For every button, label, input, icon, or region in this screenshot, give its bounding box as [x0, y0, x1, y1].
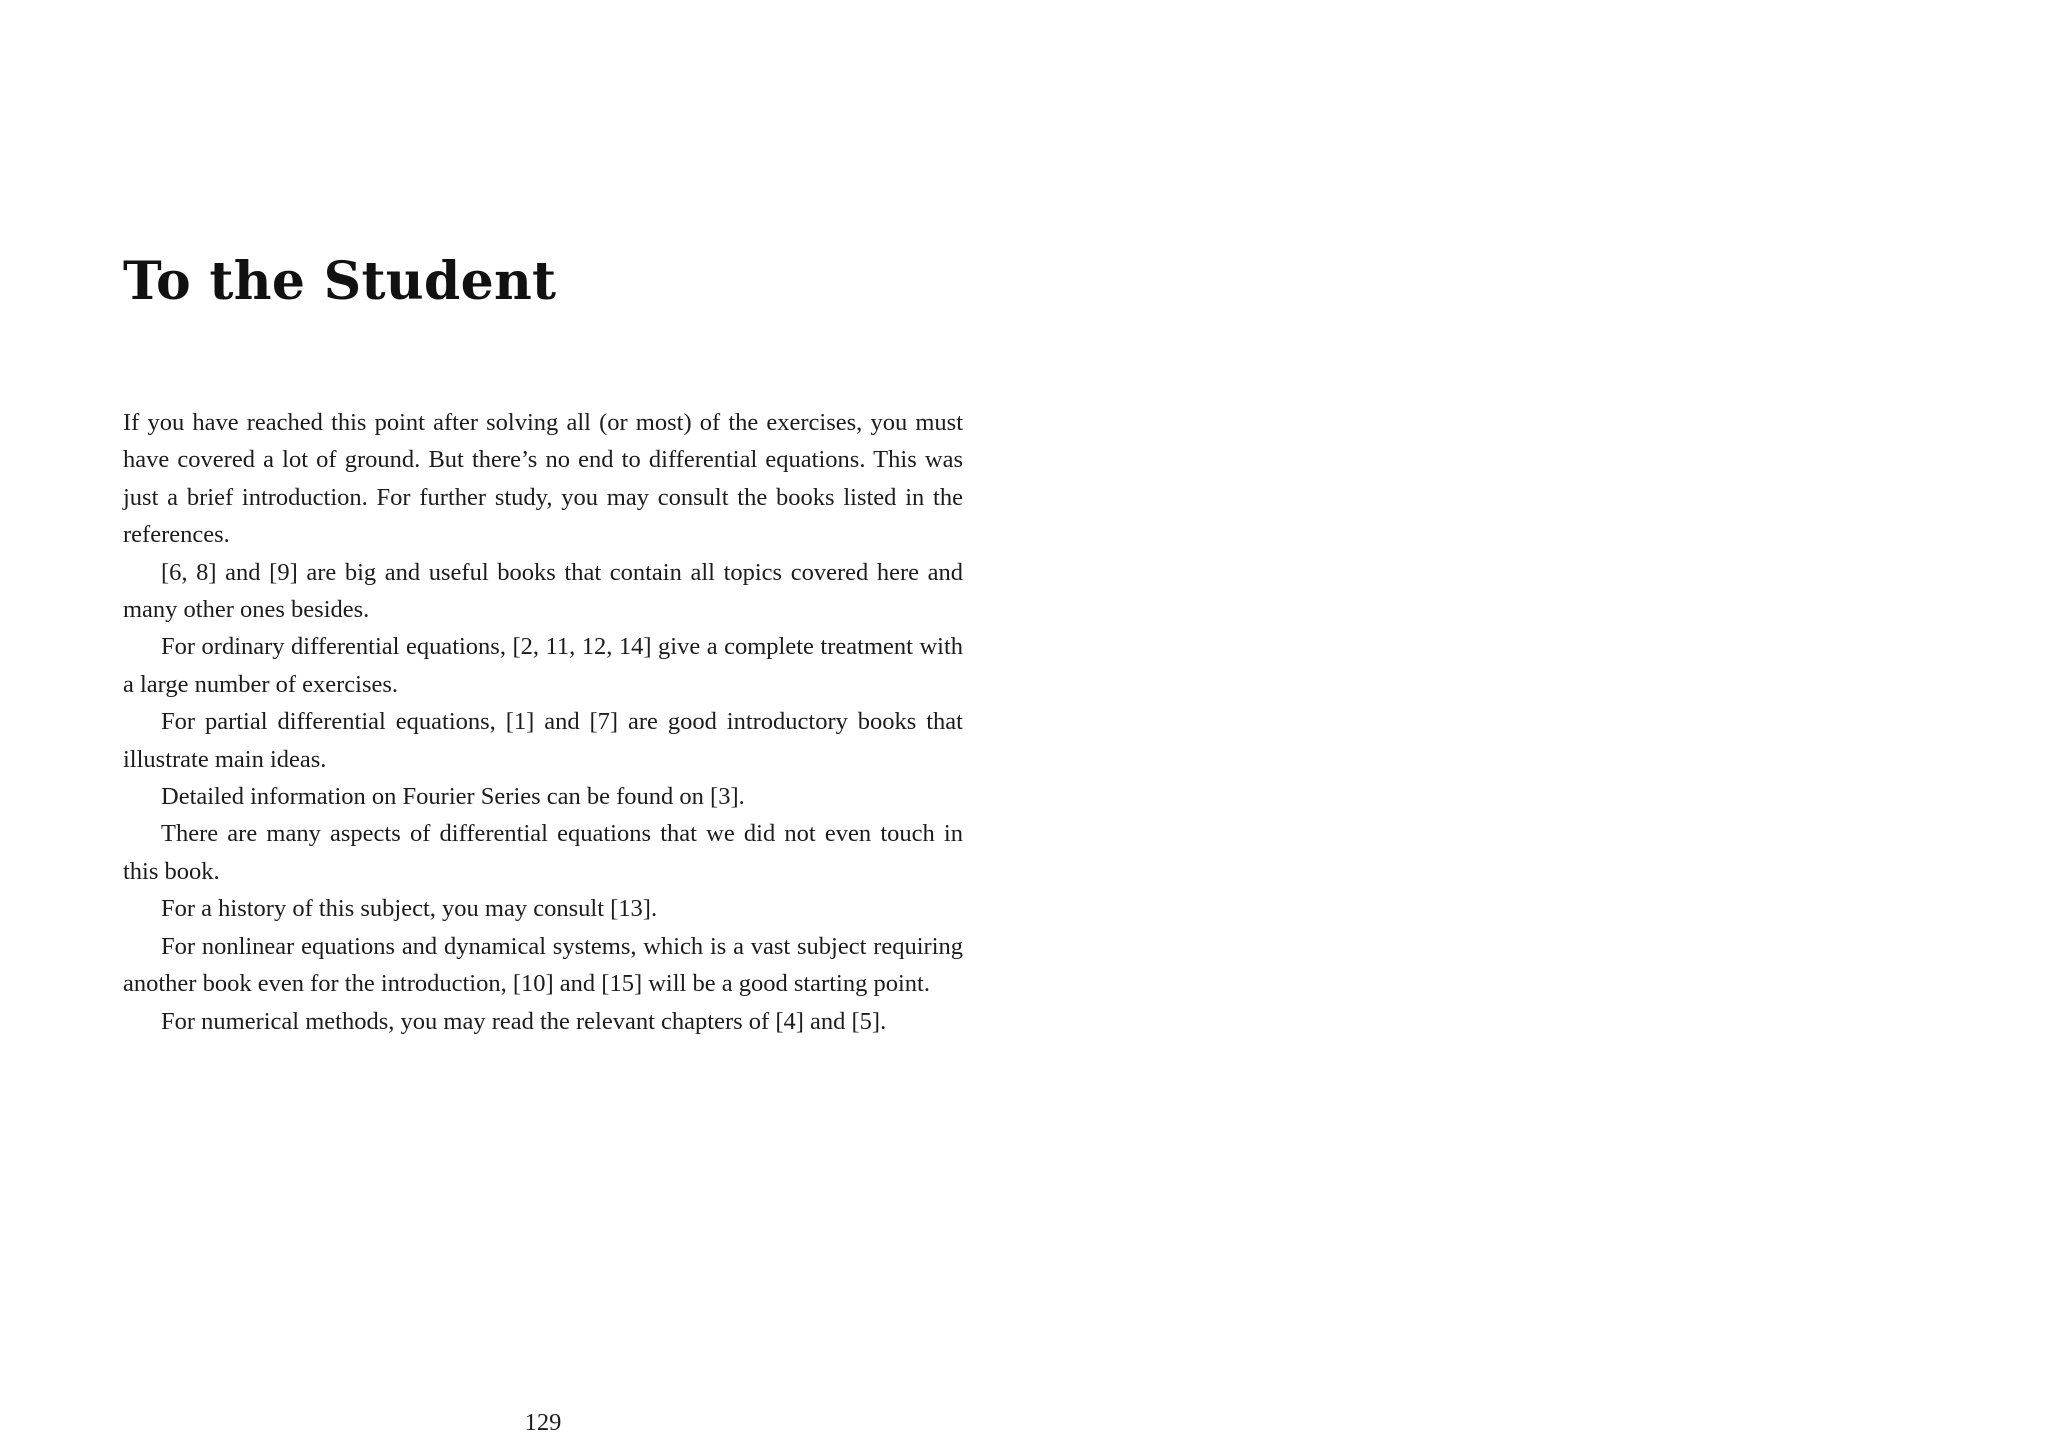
paragraph: For partial differential equations, [1] and [7] are good introductory books that illustrate main ideas. — [123, 708, 963, 773]
paragraph: For ordinary differential equations, [2, 11, 12, 14] give a complete treatment with a large number of exercises. — [123, 633, 963, 698]
paragraph: If you have reached this point after solving all (or most) of the exercises, you must have covered a lot of ground. But there’s no end to differential equations. This was just a brief introduction. For further study, you may consult the books listed in the references. — [123, 409, 963, 549]
paragraph: There are many aspects of differential equations that we did not even touch in this book. — [123, 820, 963, 885]
page-number: 129 — [524, 1409, 562, 1436]
chapter-title: To the Student — [123, 251, 557, 312]
paragraph: [6, 8] and [9] are big and useful books that contain all topics covered here and many other ones besides. — [123, 558, 963, 624]
paragraph: Detailed information on Fourier Series can be found on [3]. — [161, 783, 745, 811]
paragraph: For a history of this subject, you may consult [13]. — [161, 895, 658, 923]
paragraph: For numerical methods, you may read the relevant chapters of [4] and [5]. — [161, 1007, 887, 1035]
paragraph: For nonlinear equations and dynamical systems, which is a vast subject requiring another book even for the introduction, [10] and [15] will be a good starting point. — [123, 932, 963, 998]
body-text — [123, 404, 963, 1040]
